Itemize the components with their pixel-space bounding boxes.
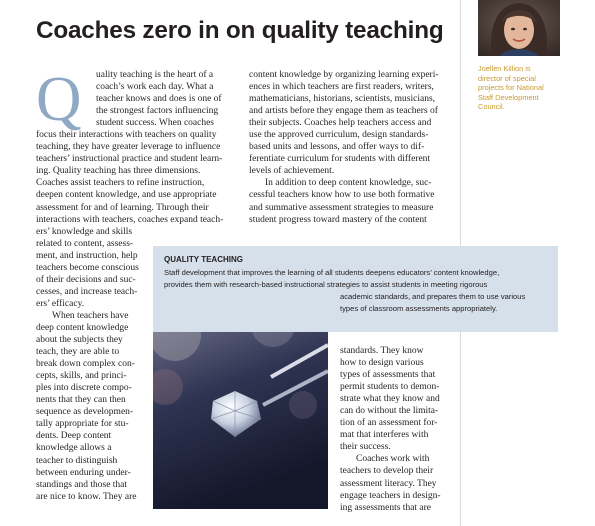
- body-text-line: focus their interactions with teachers on quality: [36, 130, 217, 141]
- body-text-line: content knowledge by organizing learning experi-: [249, 70, 439, 80]
- body-text-line: cepts, skills, and princi-: [36, 371, 127, 382]
- body-text-line: teachers become conscious: [36, 262, 139, 273]
- body-text-line: between enduring under-: [36, 467, 131, 478]
- body-text-line: ers’ efficacy.: [36, 298, 85, 309]
- body-text-line: their subjects. Coaches help teachers access and: [249, 118, 432, 129]
- body-text-line: standards. They know: [340, 346, 424, 356]
- body-text-line: ers’ knowledge and skills: [36, 226, 133, 237]
- callout-line: types of classroom assessments appropriately.: [340, 304, 498, 313]
- body-text-line: tally appropriate for stu-: [36, 419, 129, 430]
- body-text-line: related to content, assess-: [36, 238, 134, 249]
- body-text-line: Coaches assist teachers to refine instruction,: [36, 178, 205, 189]
- body-text-line: In addition to deep content knowledge, suc-: [265, 178, 432, 189]
- body-text-line: teacher knows and does is one of: [96, 94, 222, 105]
- body-text-line: coach’s work each day. What a: [96, 82, 214, 93]
- body-text-line: cessful teachers know how to use both formative: [249, 190, 435, 201]
- body-text-line: and artists before they engage them as teachers of: [249, 106, 438, 117]
- callout-heading: QUALITY TEACHING: [164, 255, 243, 264]
- body-text-line: ples into discrete compo-: [36, 383, 132, 394]
- body-column-2-bottom: [340, 345, 441, 514]
- body-text-line: break down complex con-: [36, 359, 135, 370]
- body-text-line: assessment for and of learning. Through their: [36, 202, 209, 213]
- body-text-line: levels of achievement.: [249, 166, 335, 177]
- body-text-line: uality teaching is the heart of a: [96, 70, 214, 80]
- body-text-line: about the subjects they: [36, 335, 123, 346]
- body-text-line: use the approved curriculum, design standards-: [249, 130, 429, 141]
- body-text-line: strate what they know and: [340, 394, 440, 405]
- body-text-line: teaching, they have greater leverage to influence: [36, 142, 221, 153]
- body-text-line: student success. When coaches: [96, 118, 215, 129]
- body-text-line: teach, they are able to: [36, 347, 120, 358]
- body-text-line: ment, and instruction, help: [36, 250, 138, 261]
- body-text-line: ing assessments that are: [340, 502, 432, 513]
- caption-line: Staff Development: [478, 92, 539, 102]
- author-photo: [478, 0, 560, 56]
- author-caption: [478, 64, 588, 112]
- caption-line: Joellen Killion is: [478, 64, 531, 73]
- caption-line: Council.: [478, 102, 505, 112]
- body-text-line: tion of an assessment for-: [340, 418, 438, 429]
- body-text-line: can do without the limita-: [340, 406, 439, 417]
- body-text-line: cesses, and increase teach-: [36, 286, 138, 297]
- body-text-line: ing. Quality teaching has three dimensions.: [36, 166, 201, 177]
- body-text-line: deep content knowledge: [36, 322, 129, 333]
- body-text-line: teachers’ instructional practice and student learn-: [36, 154, 223, 165]
- body-text-line: their success.: [340, 442, 391, 453]
- body-text-line: based units and lessons, and offer ways to dif-: [249, 142, 425, 153]
- body-text-line: teacher to distinguish: [36, 455, 118, 466]
- body-text-line: assessment literacy. They: [340, 478, 437, 489]
- body-text-line: teachers to develop their: [340, 466, 434, 477]
- article-title: Coaches zero in on quality teaching: [36, 17, 444, 44]
- body-column-2-top: [249, 69, 439, 226]
- body-text-line: ferentiate curriculum for students with different: [249, 154, 431, 165]
- body-text-line: engage teachers in design-: [340, 490, 441, 501]
- body-text-line: sequence as developmen-: [36, 407, 134, 418]
- body-text-line: and summative assessment strategies to measure: [249, 202, 434, 213]
- body-text-line: interactions with teachers, coaches expand teach-: [36, 214, 224, 225]
- body-text-line: Coaches work with: [356, 454, 430, 465]
- body-text-line: the strongest factors influencing: [96, 106, 219, 117]
- body-text-line: student progress toward mastery of the content: [249, 214, 427, 225]
- callout-line: academic standards, and prepares them to use various: [340, 292, 526, 301]
- body-text-line: deepen content knowledge, and use appropriate: [36, 190, 217, 201]
- body-text-line: knowledge allows a: [36, 443, 112, 454]
- caption-line: director of special: [478, 73, 536, 83]
- caption-line: projects for National: [478, 83, 544, 93]
- callout-line: provides them with research-based instructional strategies to assist students in meeting rigorous: [164, 280, 488, 289]
- body-text-line: permit students to demon-: [340, 382, 440, 393]
- body-text-line: are nice to know. They are: [36, 491, 137, 502]
- body-text-line: When teachers have: [52, 310, 129, 321]
- body-text-line: dents. Deep content: [36, 431, 112, 442]
- body-text-line: mat that interferes with: [340, 430, 429, 441]
- body-text-line: mathematicians, historians, scientists, musicians,: [249, 94, 436, 105]
- body-text-line: ences in which teachers are first readers, writers,: [249, 82, 434, 93]
- drop-cap: Q: [36, 64, 82, 134]
- body-text-line: standings and those that: [36, 479, 128, 490]
- body-text-line: types of assessments that: [340, 370, 436, 381]
- quality-teaching-callout: [153, 246, 558, 332]
- body-text-line: of their decisions and suc-: [36, 274, 136, 285]
- callout-line: Staff development that improves the learning of all students deepens educators’ content knowledge,: [164, 268, 500, 277]
- body-text-line: nents that they can then: [36, 395, 126, 406]
- body-text-line: how to design various: [340, 358, 424, 369]
